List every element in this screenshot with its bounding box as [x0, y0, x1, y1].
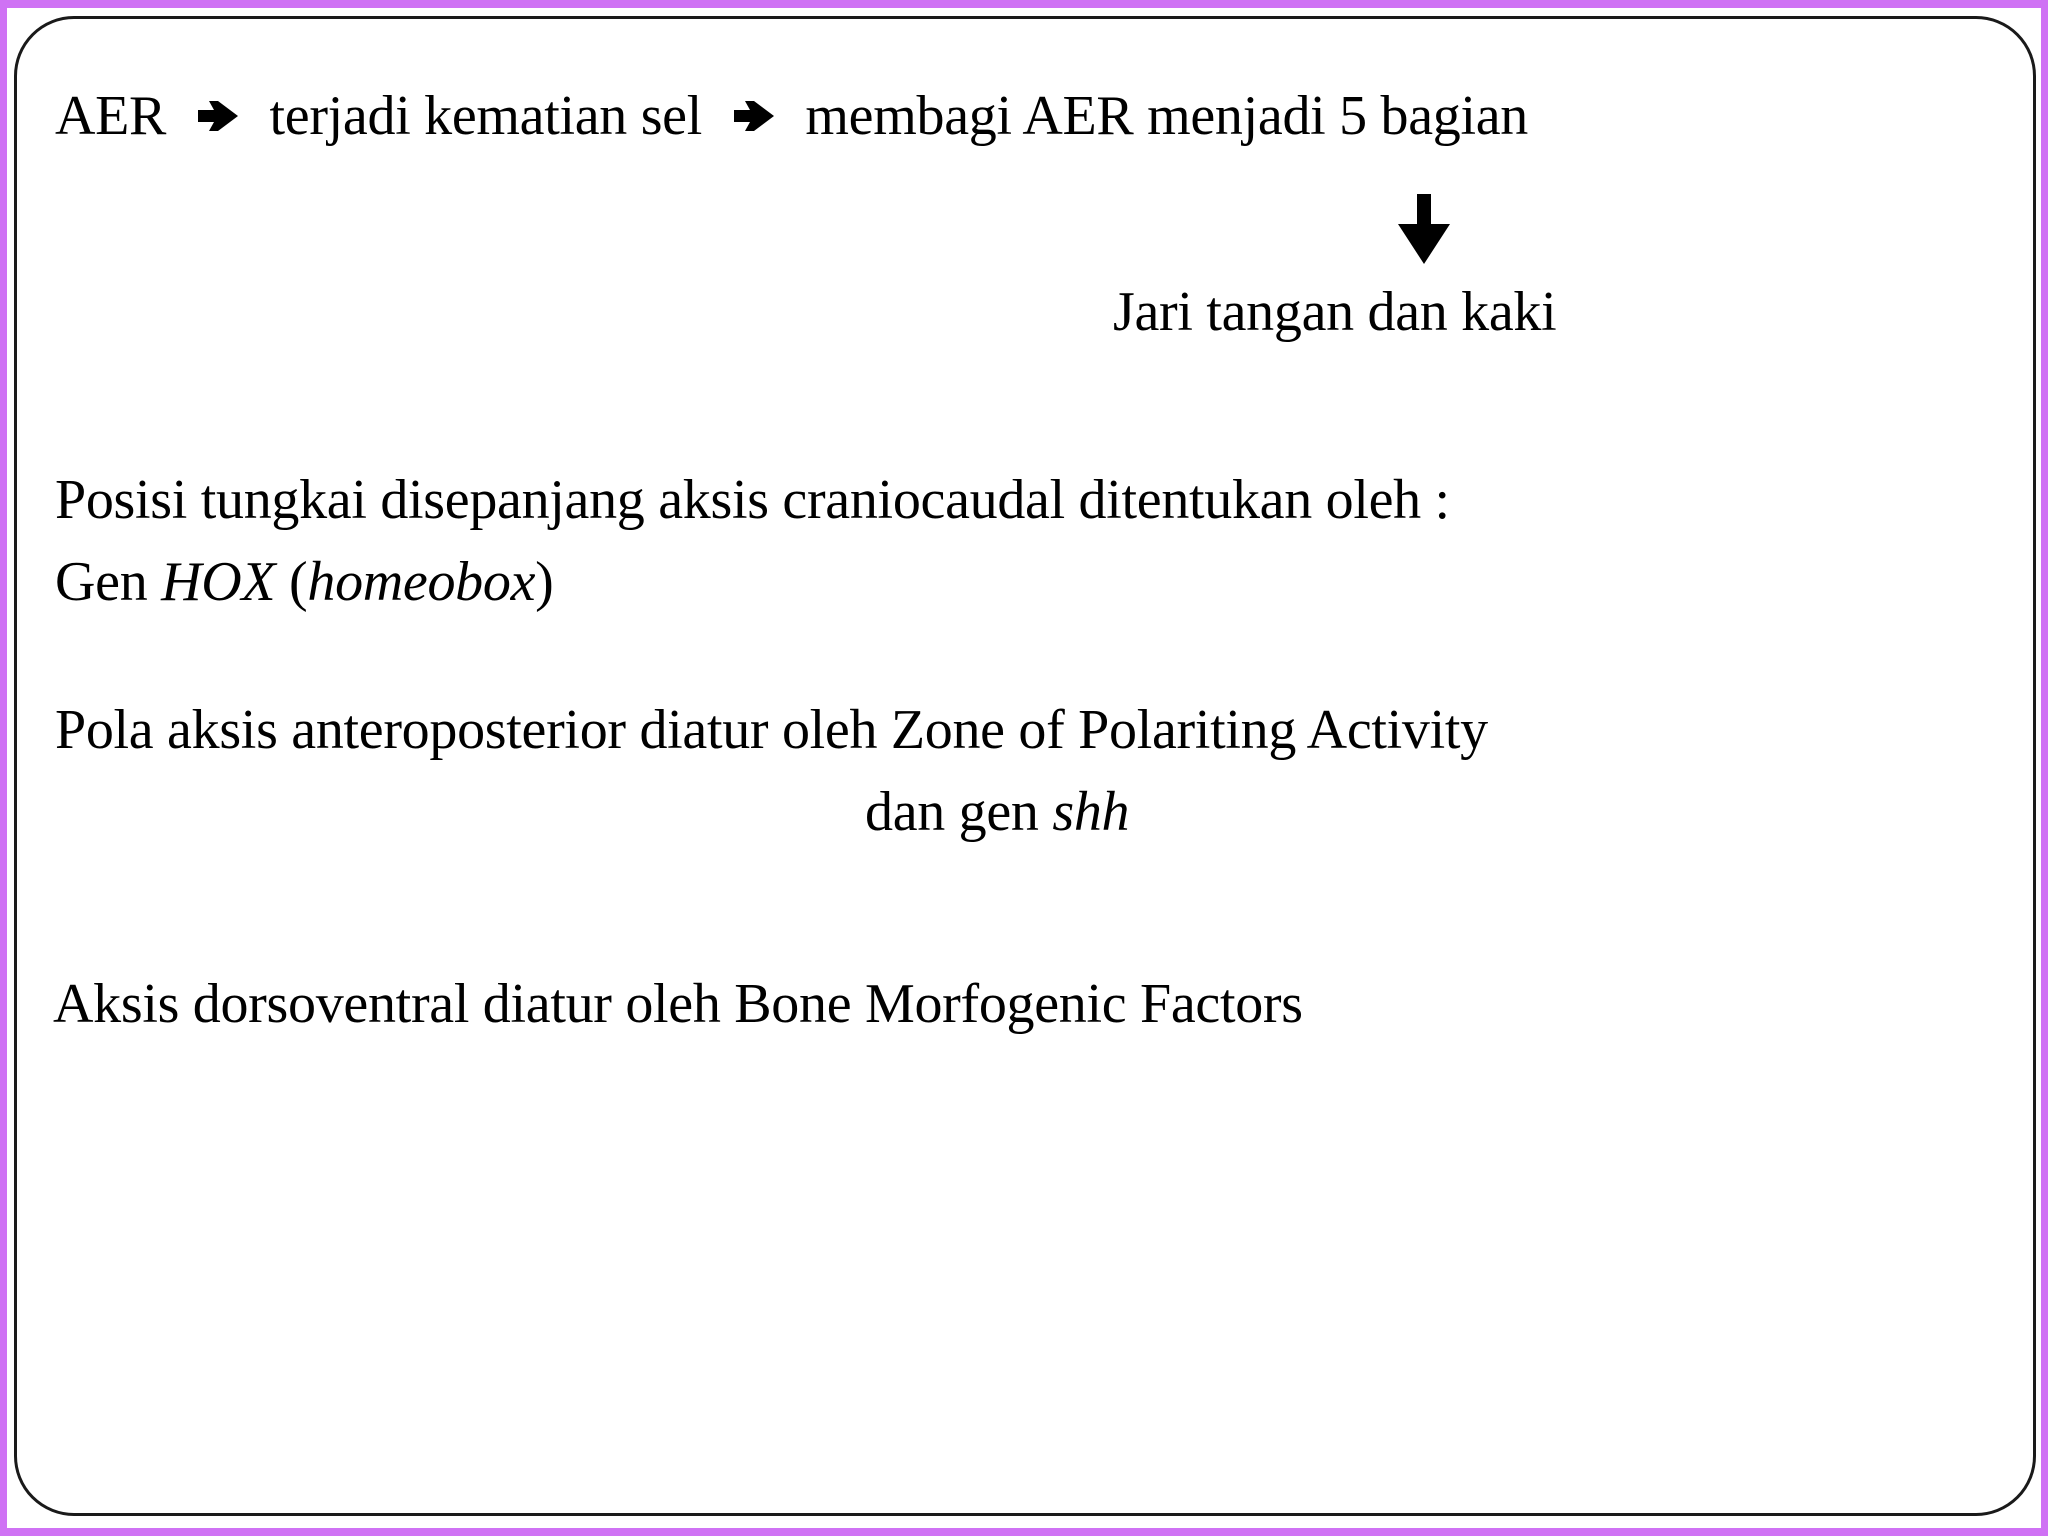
- shh-gene: shh: [1052, 781, 1130, 843]
- homeobox-term: homeobox: [307, 551, 536, 613]
- gen-label: Gen: [55, 551, 148, 613]
- flow-step-cell-death: terjadi kematian sel: [269, 85, 703, 147]
- dorsoventral-text: Aksis dorsoventral diatur oleh Bone Morfogenic Factors: [53, 973, 1303, 1035]
- slide-frame: [14, 16, 2036, 1516]
- hox-gene-line: [55, 551, 554, 613]
- flow-row: [55, 85, 1528, 147]
- shh-gene-line: [865, 781, 1130, 843]
- arrow-down-icon: [1398, 194, 1450, 264]
- open-paren: (: [289, 551, 308, 613]
- arrow-right-icon: [198, 98, 238, 134]
- flow-step-aer: AER: [55, 85, 167, 147]
- hox-gene: HOX: [161, 551, 276, 613]
- close-paren: ): [535, 551, 554, 613]
- limb-position-text: Posisi tungkai disepanjang aksis craniocaudal ditentukan oleh :: [55, 469, 1450, 531]
- anteroposterior-text: Pola aksis anteroposterior diatur oleh Zone of Polariting Activity: [55, 699, 1488, 761]
- flow-step-divide-aer: membagi AER menjadi 5 bagian: [805, 85, 1528, 147]
- arrow-right-icon: [734, 98, 774, 134]
- dan-gen-label: dan gen: [865, 781, 1039, 843]
- flow-result: Jari tangan dan kaki: [1113, 281, 1557, 343]
- slide: [7, 8, 2041, 1528]
